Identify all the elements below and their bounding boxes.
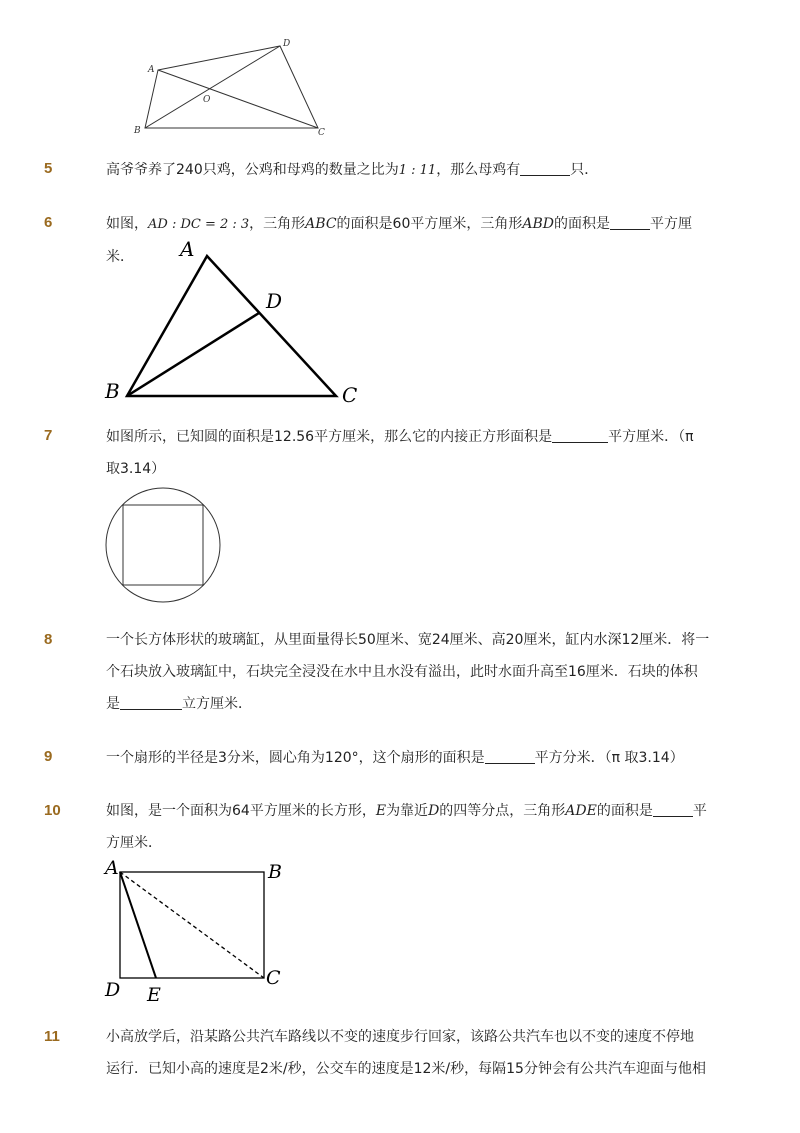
label-d: D (266, 289, 283, 313)
question-5-text: 高爷爷养了240只鸡，公鸡和母鸡的数量之比为1 : 11，那么母鸡有 只． (106, 154, 716, 187)
label-a: A (180, 238, 195, 261)
label-e: E (147, 984, 161, 1006)
question-number-8: 8 (44, 631, 53, 648)
question-6-text: 如图，AD : DC = 2 : 3，三角形ABC的面积是60平方厘米，三角形ABD的面积是 平方厘米． (106, 208, 716, 273)
rectangle-abcd-figure (100, 852, 300, 1007)
circle-inscribed-square-figure (102, 484, 224, 606)
question-10-text: 如图，是一个面积为64平方厘米的长方形，E为靠近D的四等分点，三角形ADE的面积是 平 方厘米． (106, 795, 716, 859)
question-number-7: 7 (44, 427, 53, 444)
label-b: B (105, 379, 120, 403)
label-b: B (268, 861, 282, 883)
label-d: D (105, 979, 121, 1001)
question-7-text: 如图所示，已知圆的面积是12.56平方厘米，那么它的内接正方形面积是 平方厘米．（π 取3.14） (106, 421, 716, 485)
question-number-11: 11 (44, 1028, 60, 1045)
answer-blank[interactable] (520, 159, 570, 176)
question-11-text: 小高放学后，沿某路公共汽车路线以不变的速度步行回家，该路公共汽车也以不变的速度不停地 运行．已知小高的速度是2米/秒，公交车的速度是12米/秒，每隔15分钟会有公共汽车迎面与他相 (106, 1029, 706, 1077)
question-number-10: 10 (44, 802, 61, 819)
question-8-text: 一个长方体形状的玻璃缸，从里面量得长50厘米、宽24厘米、高20厘米，缸内水深12厘米．将一 个石块放入玻璃缸中，石块完全浸没在水中且水没有溢出，此时水面升高至16厘米．石块的体积 是 立方厘米． (106, 632, 710, 712)
answer-blank[interactable] (552, 426, 608, 443)
label-d: D (283, 39, 291, 49)
answer-blank[interactable] (120, 693, 182, 710)
label-a: A (148, 65, 155, 75)
quadrilateral-figure (128, 36, 338, 142)
question-number-9: 9 (44, 748, 53, 765)
question-9-text: 一个扇形的半径是3分米，圆心角为120°，这个扇形的面积是 平方分米．（π 取3.14） (106, 742, 716, 774)
triangle-abc-figure (100, 238, 370, 408)
answer-blank[interactable] (653, 800, 693, 817)
label-b: B (134, 126, 141, 136)
label-o: O (203, 95, 211, 105)
label-c: C (266, 967, 281, 989)
question-number-6: 6 (44, 214, 53, 231)
label-a: A (105, 857, 119, 879)
label-c: C (342, 383, 358, 407)
answer-blank[interactable] (610, 213, 650, 230)
label-c: C (318, 128, 325, 138)
answer-blank[interactable] (485, 747, 535, 764)
question-number-5: 5 (44, 160, 53, 177)
